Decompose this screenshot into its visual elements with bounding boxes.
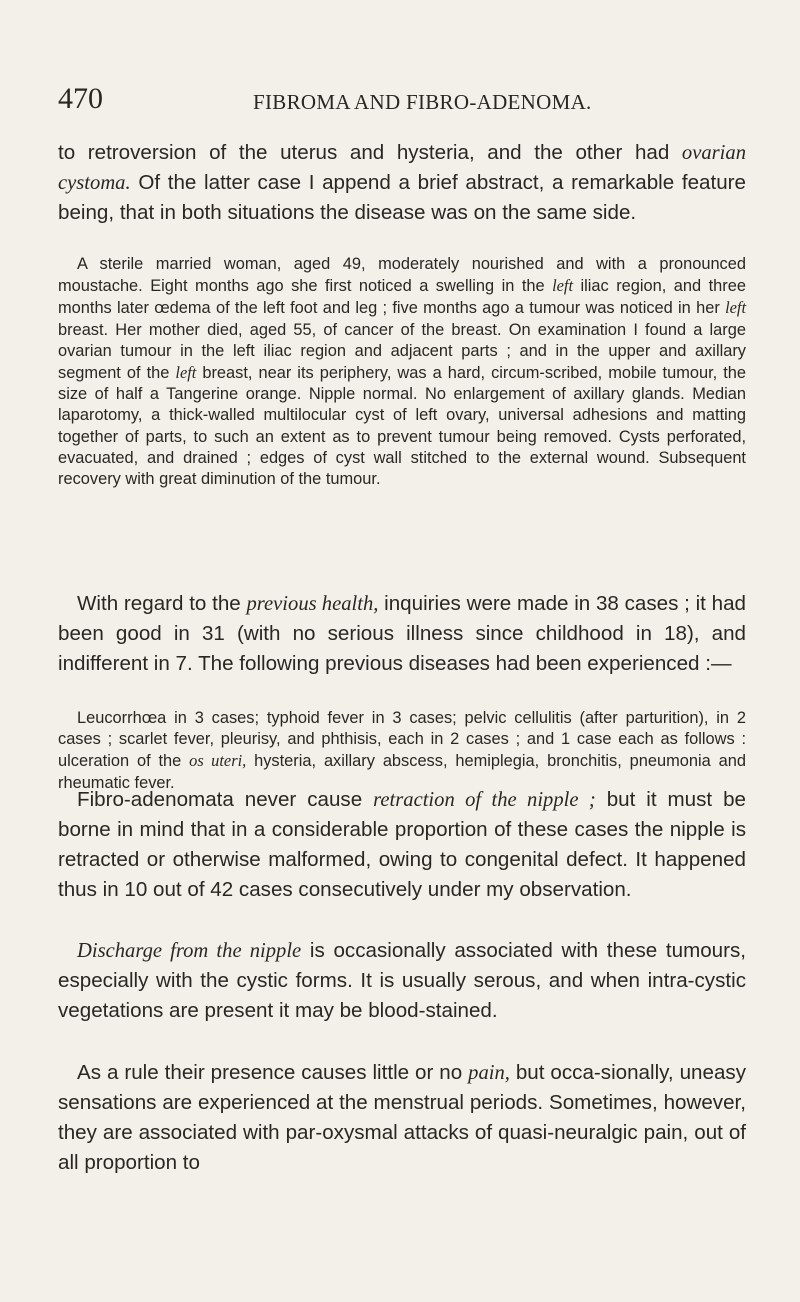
previous-diseases-list xyxy=(58,708,746,794)
text-run: inquiries were made in 38 cases ; it had been good in 31 (with no serious illness since childhood in 18), and indifferent in 7. The following previous diseases had been experienced :— xyxy=(58,592,747,675)
paragraph-1-text xyxy=(58,138,746,228)
text-run: is occasionally associated with these tumours, especially with the cystic forms. It is usually serous, and when intra-cystic vegetations are present it may be blood-stained. xyxy=(58,939,747,1022)
discharge-text xyxy=(58,936,746,1026)
text-run: Fibro-adenomata never cause xyxy=(77,788,374,811)
pain-text xyxy=(58,1058,746,1178)
italic-run: left xyxy=(725,298,746,318)
paragraph-retraction xyxy=(58,785,746,905)
italic-run: ovarian cystoma. xyxy=(58,142,746,194)
previous-diseases-text xyxy=(58,708,746,794)
italic-run: previous health, xyxy=(246,593,379,615)
italic-run: left xyxy=(552,276,574,296)
case-abstract xyxy=(58,254,746,490)
page-number: 470 xyxy=(58,82,103,115)
italic-run: os uteri, xyxy=(189,751,247,771)
running-head: FIBROMA AND FIBRO-ADENOMA. xyxy=(253,90,592,114)
italic-run: left xyxy=(175,363,197,383)
italic-run: Discharge from the nipple xyxy=(77,940,302,962)
text-run: A sterile married woman, aged 49, moderately nourished and with a pronounced moustache. Eight months ago she first noticed a swelling in the xyxy=(58,255,746,296)
previous-health-text xyxy=(58,589,746,679)
paragraph-pain xyxy=(58,1058,746,1178)
text-run: breast. Her mother died, aged 55, of cancer of the breast. On examination I found a large ovarian tumour in the left iliac region and adjacent parts ; and in the upper and axillary segment of the xyxy=(58,320,746,383)
paragraph-discharge xyxy=(58,936,746,1026)
text-run: iliac region, and three months later œdema of the left foot and leg ; five months ago a tumour was noticed in her xyxy=(58,277,746,318)
italic-run: retraction of the nipple ; xyxy=(373,789,596,811)
paragraph-1 xyxy=(58,138,746,228)
text-run: Leucorrhœa in 3 cases; typhoid fever in 3 cases; pelvic cellulitis (after parturition), in 2 cases ; scarlet fever, pleurisy, and phthisis, each in 2 cases ; and 1 case each as follows : ulceration of the xyxy=(58,709,746,771)
text-run: Of the latter case I append a brief abstract, a remarkable feature being, that in both situations the disease was on the same side. xyxy=(58,171,746,224)
text-run: breast, near its periphery, was a hard, circum-scribed, mobile tumour, the size of half a Tangerine orange. Nipple normal. No enlargement of axillary glands. Median laparotomy, a thick-walled multilocular cyst of left ovary, universal adhesions and matting together of parts, to such an extent as to prevent tumour being removed. Cysts perforated, evacuated, and drained ; edges of cyst wall stitched to the external wound. Subsequent recovery with great diminution of the tumour. xyxy=(58,364,746,489)
text-run: As a rule their presence causes little or no xyxy=(77,1061,469,1084)
retraction-text xyxy=(58,785,746,905)
paragraph-previous-health xyxy=(58,589,746,679)
page-header xyxy=(58,82,738,122)
text-run: With regard to the xyxy=(77,592,247,615)
case-abstract-text xyxy=(58,254,746,490)
text-run: but occa-sionally, uneasy sensations are experienced at the menstrual periods. Sometimes, however, they are associated with par-oxysmal attacks of quasi-neuralgic pain, out of all proportion to xyxy=(58,1061,746,1174)
text-run: hysteria, axillary abscess, hemiplegia, bronchitis, pneumonia and rheumatic fever. xyxy=(58,752,747,792)
text-run: to retroversion of the uterus and hysteria, and the other had xyxy=(58,141,682,164)
text-run: but it must be borne in mind that in a considerable proportion of these cases the nipple is retracted or otherwise malformed, owing to congenital defect. It happened thus in 10 out of 42 cases consecutively under my observation. xyxy=(58,788,746,901)
italic-run: pain, xyxy=(468,1062,510,1084)
